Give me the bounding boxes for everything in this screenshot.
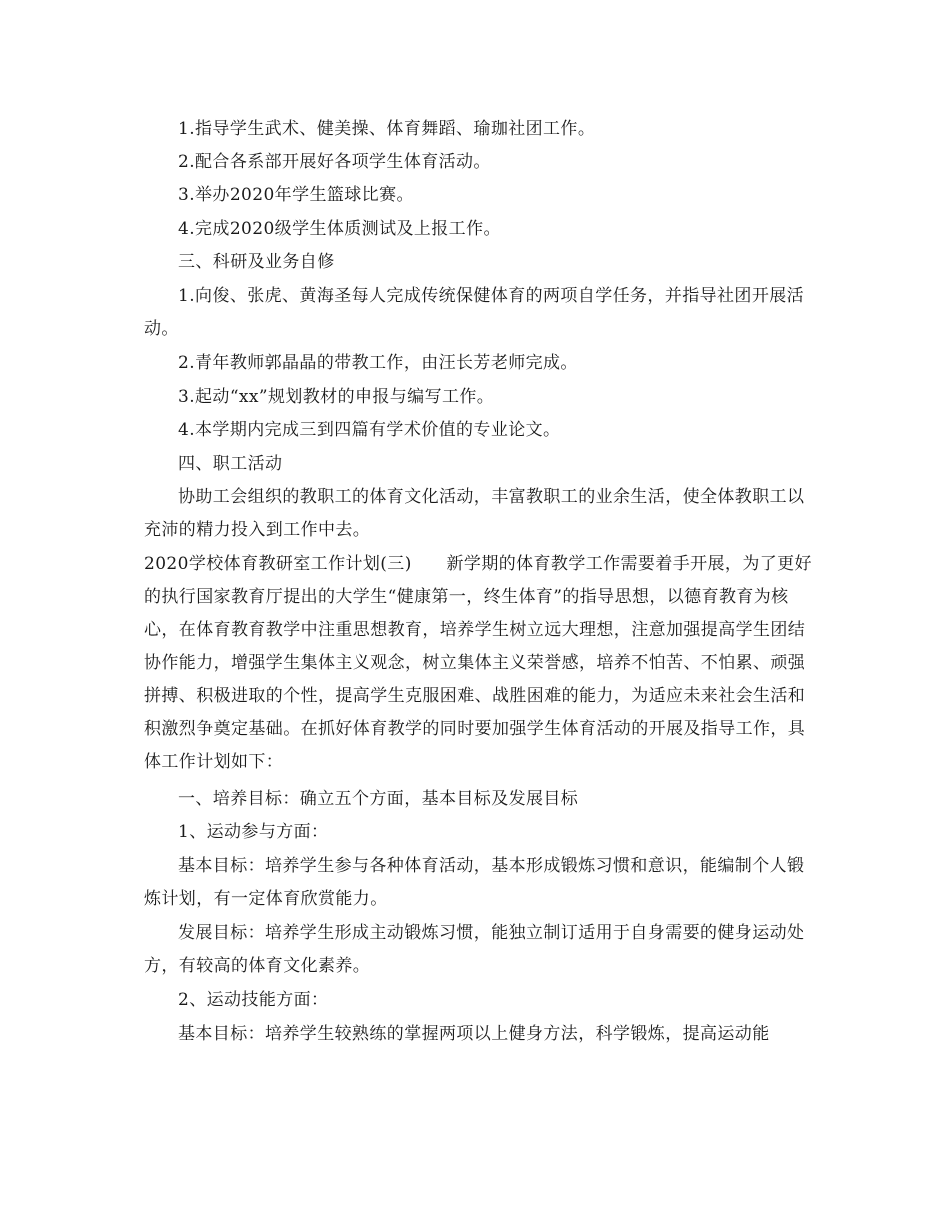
paragraph-staff-activities: 协助工会组织的教职工的体育文化活动，丰富教职工的业余生活，使全体教职工以充沛的精力投入到工作中去。 [144, 487, 805, 540]
paragraph-item-6: 2.青年教师郭晶晶的带教工作，由汪长芳老师完成。 [178, 353, 578, 373]
paragraph-item-1: 1.指导学生武术、健美操、体育舞蹈、瑜珈社团工作。 [178, 119, 596, 139]
paragraph-item-7: 3.起动“xx”规划教材的申报与编写工作。 [178, 387, 495, 407]
paragraph-development-goal-1: 发展目标：培养学生形成主动锻炼习惯，能独立制订适用于自身需要的健身运动处方，有较高的体育文化素养。 [144, 923, 805, 976]
paragraph-basic-goal-2: 基本目标：培养学生较熟练的掌握两项以上健身方法，科学锻炼，提高运动能 [178, 1024, 770, 1044]
subheading-motor-skills: 2、运动技能方面： [178, 990, 329, 1010]
subheading-participation: 1、运动参与方面： [178, 822, 329, 842]
paragraph-item-5: 1.向俊、张虎、黄海圣每人完成传统保健体育的两项自学任务，并指导社团开展活动。 [144, 286, 805, 339]
paragraph-item-3: 3.举办2020年学生篮球比赛。 [178, 185, 414, 205]
section-heading-staff-activities: 四、职工活动 [178, 454, 283, 474]
section-heading-research: 三、科研及业务自修 [178, 252, 335, 272]
paragraph-item-2: 2.配合各系部开展好各项学生体育活动。 [178, 152, 491, 172]
paragraph-item-8: 4.本学期内完成三到四篇有学术价值的专业论文。 [178, 420, 561, 440]
paragraph-item-4: 4.完成2020级学生体质测试及上报工作。 [178, 219, 501, 239]
section-heading-training-goals: 一、培养目标：确立五个方面，基本目标及发展目标 [178, 789, 579, 809]
paragraph-basic-goal-1: 基本目标：培养学生参与各种体育活动，基本形成锻炼习惯和意识，能编制个人锻炼计划，有一定体育欣赏能力。 [144, 856, 805, 909]
paragraph-plan-intro: 2020学校体育教研室工作计划(三) 新学期的体育教学工作需要着手开展，为了更好的执行国家教育厅提出的大学生“健康第一，终生体育”的指导思想，以德育教育为核心，在体育教育教学中注重思想教育，培养学生树立远大理想，注意加强提高学生团结协作能力，增强学生集体主义观念，树立集体主义荣誉感，培养不怕苦、不怕累、顽强拼搏、积极进取的个性，提高学生克服困难、战胜困难的能力，为适应未来社会生活和积激烈争奠定基础。在抓好体育教学的同时要加强学生体育活动的开展及指导工作，具体工作计划如下： [144, 554, 812, 772]
